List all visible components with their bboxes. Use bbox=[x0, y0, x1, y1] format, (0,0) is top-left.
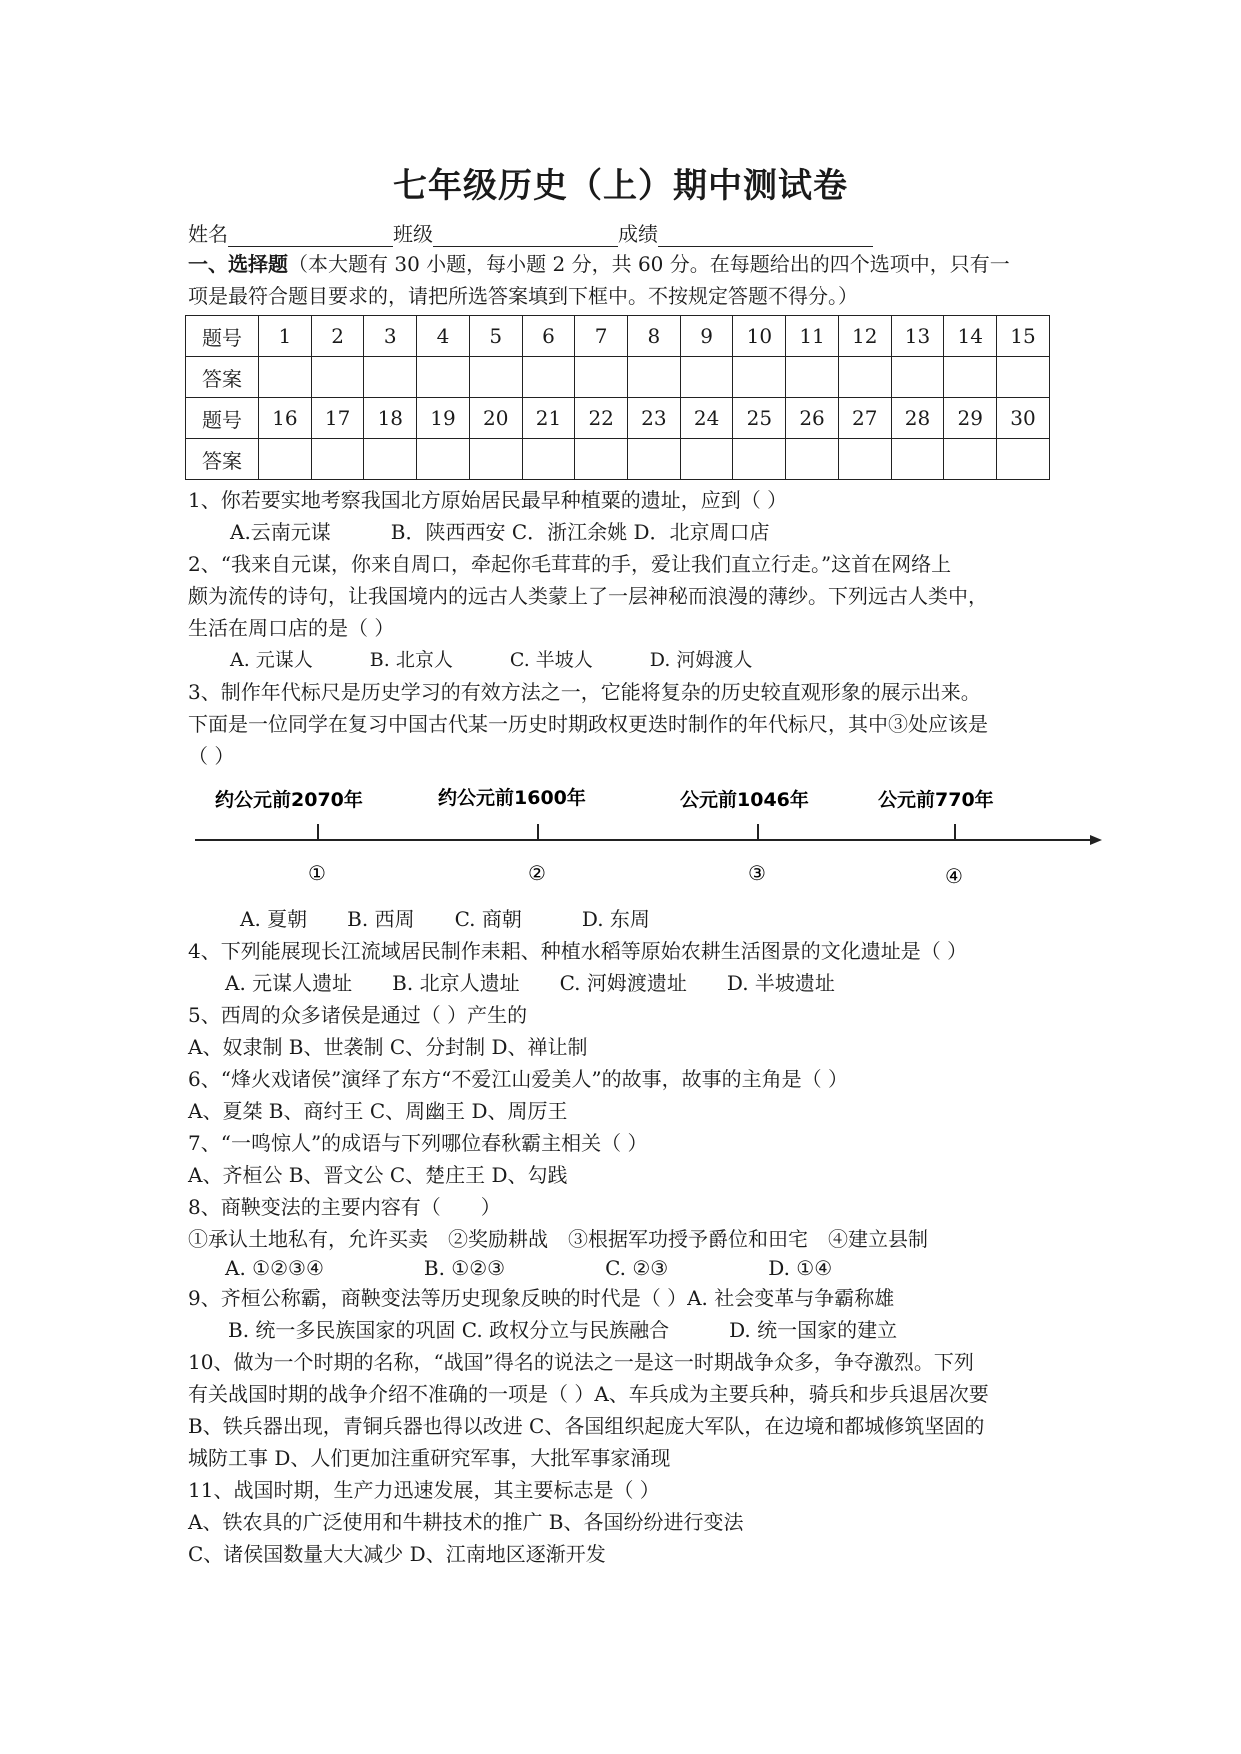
q-num: 11 bbox=[786, 316, 839, 357]
question-11-options-a: A、铁农具的广泛使用和牛耕技术的推广 B、各国纷纷进行变法 bbox=[188, 1510, 744, 1534]
timeline-label-2: 约公元前1600年 bbox=[438, 787, 586, 809]
question-5: 5、西周的众多诸侯是通过（ ）产生的 bbox=[188, 1003, 528, 1027]
name-label: 姓名 bbox=[188, 222, 228, 246]
question-11-options-b: C、诸侯国数量大大减少 D、江南地区逐渐开发 bbox=[188, 1542, 606, 1566]
answer-cell[interactable] bbox=[944, 357, 997, 398]
q-num: 27 bbox=[838, 398, 891, 439]
question-10-line-1: 10、做为一个时期的名称，“战国”得名的说法之一是这一时期战争众多，争夺激烈。下列 bbox=[188, 1350, 974, 1374]
timeline-marker-2: ② bbox=[528, 861, 546, 885]
question-8-options: A. ①②③④ B. ①②③ C. ②③ D. ①④ bbox=[225, 1256, 833, 1280]
question-8: 8、商鞅变法的主要内容有（ ） bbox=[188, 1195, 501, 1219]
answer-cell[interactable] bbox=[891, 357, 944, 398]
answer-cell[interactable] bbox=[469, 357, 522, 398]
question-2-options: A. 元谋人 B. 北京人 C. 半坡人 D. 河姆渡人 bbox=[230, 649, 753, 671]
a-label: 答案 bbox=[186, 357, 259, 398]
a-label: 答案 bbox=[186, 439, 259, 480]
question-8-items: ①承认土地私有，允许买卖 ②奖励耕战 ③根据军功授予爵位和田宅 ④建立县制 bbox=[188, 1227, 928, 1251]
answer-cell[interactable] bbox=[680, 357, 733, 398]
answer-table bbox=[185, 315, 1050, 480]
answer-cell[interactable] bbox=[311, 439, 364, 480]
section-desc-2: 项是最符合题目要求的，请把所选答案填到下框中。不按规定答题不得分。） bbox=[188, 284, 858, 308]
question-6-options: A、夏桀 B、商纣王 C、周幽王 D、周厉王 bbox=[188, 1099, 568, 1123]
question-5-options: A、奴隶制 B、世袭制 C、分封制 D、禅让制 bbox=[188, 1035, 588, 1059]
question-4: 4、下列能展现长江流域居民制作耒耜、种植水稻等原始农耕生活图景的文化遗址是（ ） bbox=[188, 939, 968, 963]
section-desc-1: （本大题有 30 小题，每小题 2 分，共 60 分。在每题给出的四个选项中，只有一 bbox=[288, 252, 1010, 276]
question-9: 9、齐桓公称霸，商鞅变法等历史现象反映的时代是（ ）A. 社会变革与争霸称雄 bbox=[188, 1286, 895, 1310]
answer-cell[interactable] bbox=[838, 439, 891, 480]
name-blank[interactable] bbox=[228, 226, 393, 247]
answer-cell[interactable] bbox=[786, 357, 839, 398]
page-title: 七年级历史（上）期中测试卷 bbox=[393, 166, 848, 206]
answer-cell[interactable] bbox=[891, 439, 944, 480]
answer-cell[interactable] bbox=[575, 439, 628, 480]
question-3-line-1: 3、制作年代标尺是历史学习的有效方法之一，它能将复杂的历史较直观形象的展示出来。 bbox=[188, 680, 981, 704]
answer-cell[interactable] bbox=[259, 439, 312, 480]
q-num: 28 bbox=[891, 398, 944, 439]
answer-cell[interactable] bbox=[838, 357, 891, 398]
q-num: 15 bbox=[997, 316, 1050, 357]
q-label: 题号 bbox=[186, 316, 259, 357]
timeline-marker-3: ③ bbox=[748, 861, 766, 885]
q-label: 题号 bbox=[186, 398, 259, 439]
answer-cell[interactable] bbox=[680, 439, 733, 480]
answer-cell[interactable] bbox=[628, 357, 681, 398]
q-num: 6 bbox=[522, 316, 575, 357]
q-num: 26 bbox=[786, 398, 839, 439]
question-1: 1、你若要实地考察我国北方原始居民最早种植粟的遗址，应到（ ） bbox=[188, 488, 788, 512]
q-num: 16 bbox=[259, 398, 312, 439]
question-7-options: A、齐桓公 B、晋文公 C、楚庄王 D、勾践 bbox=[188, 1163, 568, 1187]
answer-cell[interactable] bbox=[786, 439, 839, 480]
q-num: 14 bbox=[944, 316, 997, 357]
timeline-label-4: 公元前770年 bbox=[878, 789, 994, 811]
question-7: 7、“一鸣惊人”的成语与下列哪位春秋霸主相关（ ） bbox=[188, 1131, 648, 1155]
question-4-options: A. 元谋人遗址 B. 北京人遗址 C. 河姆渡遗址 D. 半坡遗址 bbox=[225, 971, 835, 995]
answer-cell[interactable] bbox=[522, 439, 575, 480]
question-2-line-3: 生活在周口店的是（ ） bbox=[188, 616, 395, 640]
question-11: 11、战国时期，生产力迅速发展，其主要标志是（ ） bbox=[188, 1478, 660, 1502]
answer-cell[interactable] bbox=[997, 357, 1050, 398]
answer-cell[interactable] bbox=[469, 439, 522, 480]
answer-row-2 bbox=[186, 439, 1050, 480]
answer-cell[interactable] bbox=[575, 357, 628, 398]
question-2-line-2: 颇为流传的诗句，让我国境内的远古人类蒙上了一层神秘而浪漫的薄纱。下列远古人类中， bbox=[188, 584, 988, 608]
answer-cell[interactable] bbox=[311, 357, 364, 398]
q-num: 13 bbox=[891, 316, 944, 357]
q-num: 23 bbox=[628, 398, 681, 439]
q-num: 5 bbox=[469, 316, 522, 357]
class-blank[interactable] bbox=[433, 226, 618, 247]
q-num: 1 bbox=[259, 316, 312, 357]
answer-cell[interactable] bbox=[364, 357, 417, 398]
section-heading bbox=[188, 250, 1010, 278]
question-number-row-1 bbox=[186, 316, 1050, 357]
question-2-line-1: 2、“我来自元谋，你来自周口，牵起你毛茸茸的手，爱让我们直立行走。”这首在网络上 bbox=[188, 552, 952, 576]
timeline-arrow-icon bbox=[1090, 835, 1102, 845]
class-label: 班级 bbox=[393, 222, 433, 246]
q-num: 9 bbox=[680, 316, 733, 357]
answer-cell[interactable] bbox=[364, 439, 417, 480]
timeline-figure bbox=[190, 778, 1110, 898]
q-num: 12 bbox=[838, 316, 891, 357]
question-number-row-2 bbox=[186, 398, 1050, 439]
answer-cell[interactable] bbox=[733, 357, 786, 398]
timeline-marker-1: ① bbox=[308, 861, 326, 885]
question-10-line-3: B、铁兵器出现，青铜兵器也得以改进 C、各国组织起庞大军队，在边境和都城修筑坚固的 bbox=[188, 1414, 985, 1438]
score-label: 成绩 bbox=[618, 222, 658, 246]
q-num: 22 bbox=[575, 398, 628, 439]
answer-cell[interactable] bbox=[944, 439, 997, 480]
answer-cell[interactable] bbox=[628, 439, 681, 480]
score-blank[interactable] bbox=[658, 226, 873, 247]
question-3-line-3: （ ） bbox=[188, 744, 235, 768]
question-6: 6、“烽火戏诸侯”演绎了东方“不爱江山爱美人”的故事，故事的主角是（ ） bbox=[188, 1067, 848, 1091]
answer-row-1 bbox=[186, 357, 1050, 398]
q-num: 8 bbox=[628, 316, 681, 357]
question-1-options: A.云南元谋 B．陕西西安 C．浙江余姚 D．北京周口店 bbox=[230, 520, 770, 544]
question-9-options: B. 统一多民族国家的巩固 C. 政权分立与民族融合 D. 统一国家的建立 bbox=[228, 1318, 898, 1342]
q-num: 25 bbox=[733, 398, 786, 439]
student-info-row bbox=[188, 218, 873, 247]
answer-cell[interactable] bbox=[417, 357, 470, 398]
q-num: 29 bbox=[944, 398, 997, 439]
q-num: 19 bbox=[417, 398, 470, 439]
question-10-line-4: 城防工事 D、人们更加注重研究军事，大批军事家涌现 bbox=[188, 1446, 671, 1470]
answer-cell[interactable] bbox=[997, 439, 1050, 480]
question-3-options: A. 夏朝 B. 西周 C. 商朝 D. 东周 bbox=[240, 907, 650, 931]
q-num: 3 bbox=[364, 316, 417, 357]
q-num: 17 bbox=[311, 398, 364, 439]
section-title: 一、选择题 bbox=[188, 252, 288, 276]
timeline-marker-4: ④ bbox=[945, 864, 963, 888]
q-num: 24 bbox=[680, 398, 733, 439]
q-num: 7 bbox=[575, 316, 628, 357]
q-num: 10 bbox=[733, 316, 786, 357]
answer-cell[interactable] bbox=[259, 357, 312, 398]
question-10-line-2: 有关战国时期的战争介绍不准确的一项是（ ）A、车兵成为主要兵种，骑兵和步兵退居次要 bbox=[188, 1382, 989, 1406]
q-num: 30 bbox=[997, 398, 1050, 439]
q-num: 4 bbox=[417, 316, 470, 357]
q-num: 21 bbox=[522, 398, 575, 439]
answer-cell[interactable] bbox=[417, 439, 470, 480]
question-3-line-2: 下面是一位同学在复习中国古代某一历史时期政权更迭时制作的年代标尺，其中③处应该是 bbox=[188, 712, 988, 736]
timeline-label-3: 公元前1046年 bbox=[680, 789, 809, 811]
answer-cell[interactable] bbox=[522, 357, 575, 398]
q-num: 20 bbox=[469, 398, 522, 439]
timeline-label-1: 约公元前2070年 bbox=[215, 789, 363, 811]
q-num: 18 bbox=[364, 398, 417, 439]
q-num: 2 bbox=[311, 316, 364, 357]
answer-cell[interactable] bbox=[733, 439, 786, 480]
